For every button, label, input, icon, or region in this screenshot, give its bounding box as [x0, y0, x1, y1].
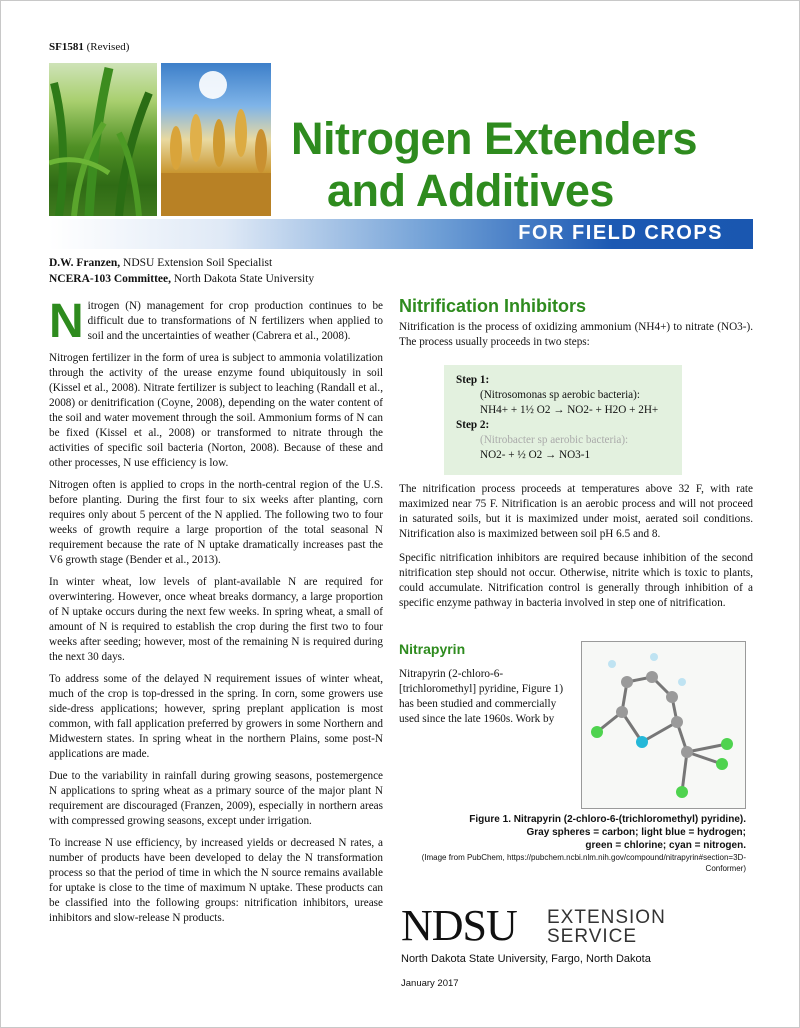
footer-date: January 2017 [401, 978, 459, 989]
paragraph: The nitrification process proceeds at temperatures above 32 F, with rate maximized near 75 F. Nitrification is an aerobic process and will not proceed in saturated soils, but it is maximized under moist, aerated soil conditions. Nitrification also is maximized between soil pH 6.5 and 8. [399, 483, 753, 540]
footer-location: North Dakota State University, Fargo, North Dakota [401, 953, 651, 965]
logo-extension-service: EXTENSION SERVICE [547, 907, 666, 947]
corn-illustration [49, 63, 157, 216]
figure-caption [401, 813, 746, 874]
paragraph: In winter wheat, low levels of plant-available N are required for overwintering. However, once wheat breaks dormancy, a large proportion of N uptake occurs during the next few weeks. In spring wheat, a small of amount of N is required to establish the crop during the first two to four weeks after seeding; however, most of the remaining N is required during the next 30 days. [49, 576, 383, 663]
nitrapyrin-molecule [582, 642, 747, 810]
paragraph: To increase N use efficiency, by increased yields or decreased N rates, a number of products have been developed to delay the N transformation process so that the period of time in which the N source remains available for uptake is close to the time of maximum N uptake. These products can be classified into the following groups: nitrification inhibitors, urease inhibitors and slow-release N products. [49, 837, 383, 924]
step1-equation: NH4+ + 1½ O2 → NO2- + H2O + 2H+ [480, 404, 659, 416]
title-line-1: Nitrogen Extenders [291, 113, 698, 164]
step2-organism: (Nitrobacter sp aerobic bacteria): [480, 434, 629, 446]
wheat-illustration [161, 63, 271, 216]
step2-equation: NO2- + ½ O2 → NO3-1 [480, 449, 591, 461]
paragraph: Nitrogen fertilizer in the form of urea is subject to ammonia volatilization through the activity of the urease enzyme found ubiquitously in soil (Kissel et al., 2008). Nitrate fertilizer is subject to leaching (Randall et al., 2008) or denitrification (Coyne, 2008), depending on the water content of the soil and water movement through the soil. Ammonium forms of N can be fixed (Kissel et al., 2008) or transformed to nitrate through the activities of specific soil bacteria (Norton, 2008). Because of these and other processes, N use efficiency is low. [49, 352, 383, 469]
nitrification-intro: Nitrification is the process of oxidizing ammonium (NH4+) to nitrate (NO3-). The process usually proceeds in two steps: [399, 321, 753, 348]
paragraph: Specific nitrification inhibitors are required because inhibition of the second nitrification step should not occur. Otherwise, nitrite which is toxic to plants, could accumulate. Nitrification control is generally through inhibition of a specific enzyme pathway in bacteria involved in step one of nitrification. [399, 552, 753, 609]
authors [49, 255, 314, 287]
nitrapyrin-heading: Nitrapyrin [399, 641, 466, 657]
subtitle: FOR FIELD CROPS [518, 222, 723, 244]
author-line-2: NCERA-103 Committee, North Dakota State University [49, 273, 315, 285]
author-line-1: D.W. Franzen, NDSU Extension Soil Specialist [49, 257, 273, 269]
molecule-figure [581, 641, 746, 809]
paragraph: Due to the variability in rainfall during growing seasons, postemergence N applications to spring wheat as a primary source of the major plant N requirement are discouraged (Franzen, 2009), especially in northern areas with compressed growing seasons, except under irrigation. [49, 770, 383, 827]
document-title [291, 113, 761, 217]
publication-code: SF1581 (Revised) [49, 41, 130, 53]
caption-source: (Image from PubChem, https://pubchem.ncbi.nlm.nih.gov/compound/nitrapyrin#section=3D-Conformer) [421, 853, 746, 873]
right-column-top [399, 296, 753, 357]
left-column [49, 295, 383, 933]
intro-paragraph: Nitrogen (N) management for crop production continues to be difficult due to transformations of N fertilizers when applied to soil and the uncertainties of weather (Cabrera et al., 2008). [49, 295, 383, 348]
step2-label: Step 2: [456, 419, 490, 431]
subtitle-band [49, 219, 753, 249]
step1-organism: (Nitrosomonas sp aerobic bacteria): [480, 389, 640, 401]
section-heading: Nitrification Inhibitors [399, 296, 586, 316]
caption-line: Figure 1. Nitrapyrin (2-chloro-6-(trichloromethyl) pyridine). [469, 814, 746, 825]
wheat-photo [161, 63, 271, 216]
title-line-2: and Additives [327, 165, 614, 216]
paragraph: To address some of the delayed N requirement issues of winter wheat, much of the crop is top-dressed in the spring. In corn, some growers use side-dress applications; however, spring preplant application is most common, with fall application preferred by growers in some Northern and Midwestern states. In spring wheat in the northern Plains, some post-N applications are made. [49, 673, 383, 760]
step1-label: Step 1: [456, 374, 490, 386]
caption-line: Gray spheres = carbon; light blue = hydrogen; [526, 827, 746, 838]
ndsu-extension-logo [401, 901, 761, 952]
corn-photo [49, 63, 157, 216]
reaction-steps-box [444, 365, 682, 475]
nitrapyrin-paragraph: Nitrapyrin (2-chloro-6-[trichloromethyl] pyridine, Figure 1) has been studied and commercially used since the late 1960s. Work by [399, 668, 564, 725]
logo-ndsu: NDSU [401, 901, 517, 950]
drop-cap: N [49, 295, 84, 348]
caption-line: green = chlorine; cyan = nitrogen. [585, 840, 746, 851]
paragraph: Nitrogen often is applied to crops in the north-central region of the U.S. before planting. During the first four to six weeks after planting, corn requires only about 5 percent of the N applied. The following two to four weeks of growth require a large proportion of the total seasonal N requirement because the rate of N uptake dramatically increases past the V6 growth stage (Bender et al., 2013). [49, 479, 383, 566]
